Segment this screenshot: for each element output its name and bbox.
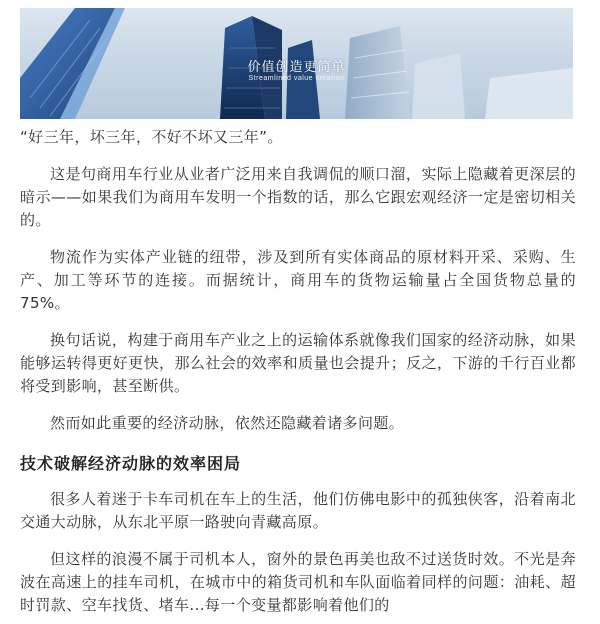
banner-title: 价值创造更简单	[247, 60, 346, 75]
header-banner	[20, 8, 573, 119]
banner-subtitle: Streamlined value creation	[248, 75, 345, 82]
section-heading: 技术破解经济动脉的效率困局	[20, 454, 242, 473]
opening-quote: “好三年，坏三年，不好不坏又三年”。	[20, 128, 283, 146]
paragraph-4: 然而如此重要的经济动脉，依然还隐藏着诸多问题。	[50, 414, 405, 432]
paragraph-6: 但这样的浪漫不属于司机本人，窗外的景色再美也敌不过送货时效。不光是奔波在高速上的挂车司机，在城市中的箱货司机和车队面临着同样的问题：油耗、超时罚款、空车找货、堵车...每一个变量都影响着他们的	[20, 550, 576, 614]
paragraph-5: 很多人着迷于卡车司机在车上的生活，他们仿佛电影中的孤独侠客，沿着南北交通大动脉，从东北平原一路驶向青藏高原。	[20, 490, 576, 531]
paragraph-2: 物流作为实体产业链的纽带，涉及到所有实体商品的原材料开采、采购、生产、加工等环节的连接。而据统计，商用车的货物运输量占全国货物总量的75%。	[20, 248, 576, 312]
paragraph-3: 换句话说，构建于商用车产业之上的运输体系就像我们国家的经济动脉，如果能够运转得更好更快，那么社会的效率和质量也会提升；反之，下游的千行百业都将受到影响，甚至断供。	[20, 331, 576, 395]
article-body	[20, 119, 576, 617]
paragraph-1: 这是句商用车行业从业者广泛用来自我调侃的顺口溜，实际上隐藏着更深层的暗示——如果我们为商用车发明一个指数的话，那么它跟宏观经济一定是密切相关的。	[20, 165, 576, 229]
